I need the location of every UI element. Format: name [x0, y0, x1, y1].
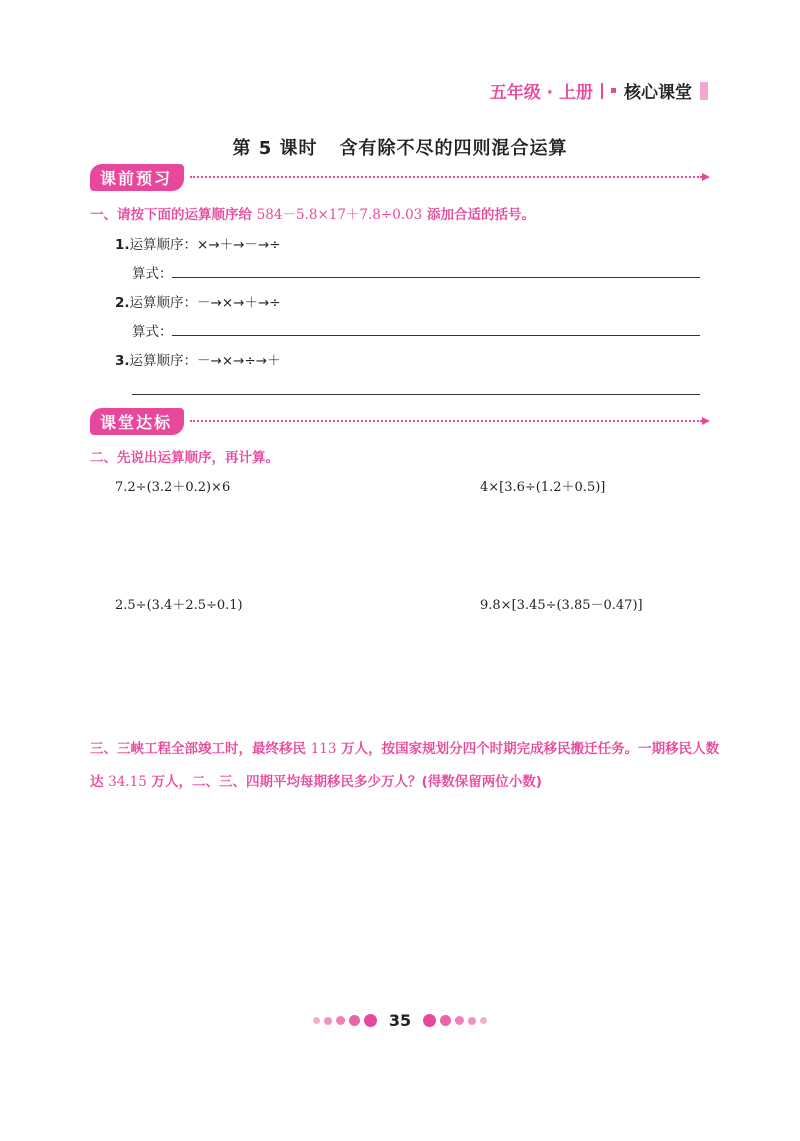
- footer-dot: [455, 1016, 464, 1025]
- question-3-text: 三、三峡工程全部竣工时，最终移民: [90, 741, 311, 757]
- answer-line-3[interactable]: [132, 394, 700, 395]
- question-3-text: 万人，按国家规划分四个时期完成移民搬迁任务。一期移民人数达: [90, 741, 720, 790]
- expression-3: 2.5÷(3.4＋2.5÷0.1): [115, 598, 243, 613]
- question-1: [90, 203, 535, 223]
- question-3-number: 34.15: [108, 774, 147, 790]
- question-1-item-2: [115, 291, 281, 311]
- dotted-divider: [190, 420, 702, 422]
- page-footer: [0, 1011, 800, 1030]
- square-bullet-icon: [611, 88, 616, 93]
- header-bar-decoration: [700, 82, 708, 100]
- lesson-topic: 含有除不尽的四则混合运算: [339, 138, 568, 159]
- section-preview-label: 课前预习: [90, 164, 184, 191]
- dotted-divider: [190, 176, 702, 178]
- arrow-right-icon: [702, 417, 710, 425]
- question-1-suffix: 添加合适的括号。: [422, 207, 535, 223]
- grade-label: 五年级 · 上册: [489, 83, 593, 103]
- footer-dot: [480, 1017, 487, 1024]
- footer-dot: [440, 1015, 451, 1026]
- formula-label-2: 算式：: [132, 324, 173, 340]
- question-3-text: 万人，二、三、四期平均每期移民多少万人？(得数保留两位小数): [146, 774, 542, 790]
- question-1-prefix: 一、请按下面的运算顺序给: [90, 207, 257, 223]
- footer-dot: [324, 1017, 332, 1025]
- order-sequence: －→×→＋→÷: [197, 295, 281, 311]
- page-header: [490, 78, 708, 103]
- footer-dot: [336, 1016, 345, 1025]
- question-3: [90, 733, 720, 799]
- order-sequence: ×→＋→－→÷: [197, 237, 281, 253]
- footer-dot: [349, 1015, 360, 1026]
- lesson-number: 第 5 课时: [232, 138, 318, 159]
- answer-line-1[interactable]: [172, 277, 700, 278]
- item-number: 2.: [115, 295, 130, 311]
- question-1-expression: 584－5.8×17＋7.8÷0.03: [256, 207, 423, 223]
- order-label: 运算顺序：: [129, 353, 198, 369]
- expression-2: 4×[3.6÷(1.2＋0.5)]: [480, 480, 606, 495]
- question-2: 二、先说出运算顺序，再计算。: [90, 450, 279, 466]
- footer-dot: [313, 1017, 320, 1024]
- section-classwork-banner: [90, 409, 710, 433]
- formula-label-1: 算式：: [132, 266, 173, 282]
- arrow-right-icon: [702, 173, 710, 181]
- footer-dot: [423, 1014, 436, 1027]
- question-3-number: 113: [310, 741, 337, 757]
- item-number: 1.: [115, 237, 130, 253]
- page-number: 35: [388, 1011, 412, 1030]
- lesson-title: [0, 134, 800, 160]
- footer-dot: [364, 1014, 377, 1027]
- item-number: 3.: [115, 353, 130, 369]
- question-1-item-1: [115, 233, 281, 253]
- answer-line-2[interactable]: [172, 335, 700, 336]
- expression-4: 9.8×[3.45÷(3.85－0.47)]: [480, 598, 643, 613]
- header-divider: [601, 83, 603, 99]
- section-classwork-label: 课堂达标: [90, 408, 184, 435]
- series-label: 核心课堂: [624, 83, 692, 103]
- footer-dot: [468, 1017, 476, 1025]
- order-sequence: －→×→÷→＋: [197, 353, 281, 369]
- expression-1: 7.2÷(3.2＋0.2)×6: [115, 480, 231, 495]
- order-label: 运算顺序：: [129, 295, 198, 311]
- order-label: 运算顺序：: [129, 237, 198, 253]
- section-preview-banner: [90, 165, 710, 189]
- question-1-item-3: [115, 349, 281, 369]
